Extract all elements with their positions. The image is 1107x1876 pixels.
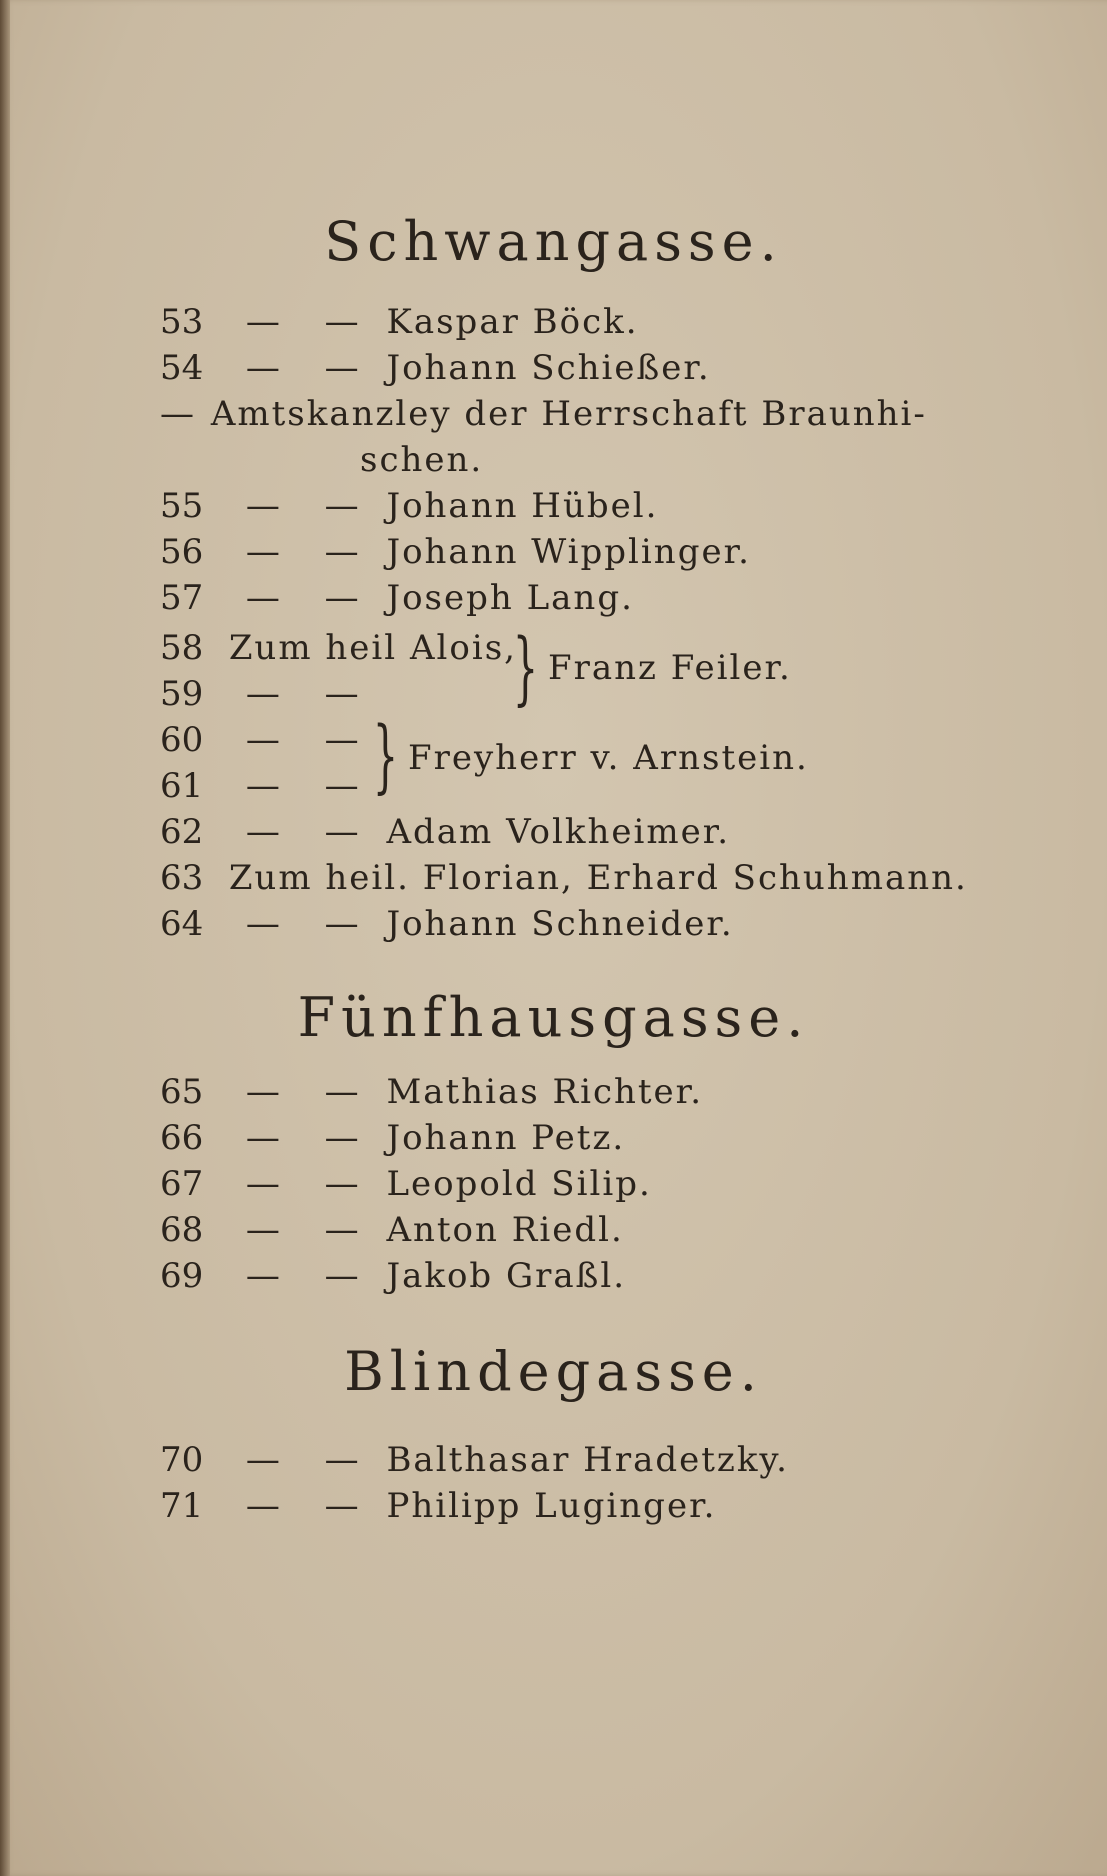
section-heading-blindegasse: Blindegasse. (344, 1340, 763, 1403)
ditto-dash: — (245, 1440, 280, 1480)
owner-name: Joseph Lang. (386, 578, 634, 618)
ditto-dash: — (324, 674, 359, 714)
ditto-dash: — (245, 578, 280, 618)
entry-row (160, 486, 658, 532)
entry-row (160, 394, 927, 440)
section-heading-schwangasse: Schwangasse. (324, 210, 783, 273)
house-number: 64 (160, 904, 204, 944)
house-sign-and-owner: Zum heil. Florian, Erhard Schuhmann. (228, 858, 968, 898)
ditto-dash: — (245, 1164, 280, 1204)
owner-name: Johann Schneider. (386, 904, 734, 944)
ditto-dash: — (245, 674, 280, 714)
owner-name: Jakob Graßl. (386, 1256, 627, 1296)
entry-row (160, 858, 968, 904)
house-number: 56 (160, 532, 204, 572)
entry-row (160, 1210, 624, 1256)
ditto-dash: — (245, 1072, 280, 1112)
ditto-dash: — (324, 1164, 359, 1204)
ditto-dash: — (245, 812, 280, 852)
ditto-dash: — (324, 1486, 359, 1526)
house-sign: Zum heil Alois, (228, 628, 517, 668)
house-number: 62 (160, 812, 204, 852)
ditto-dash: — (324, 1118, 359, 1158)
house-number: 57 (160, 578, 204, 618)
entry-row (160, 904, 734, 950)
ditto-dash: — (324, 1256, 359, 1296)
house-number: 60 (160, 720, 204, 760)
owner-name: Adam Volkheimer. (386, 812, 731, 852)
owner-name: Anton Riedl. (386, 1210, 624, 1250)
ditto-dash: — (245, 348, 280, 388)
house-number: 67 (160, 1164, 204, 1204)
owner-name: Johann Wipplinger. (386, 532, 751, 572)
house-number: 69 (160, 1256, 204, 1296)
ditto-dash: — (324, 578, 359, 618)
owner-name: Mathias Richter. (386, 1072, 704, 1112)
entry-row (160, 1118, 625, 1164)
ditto-dash: — (245, 904, 280, 944)
entry-row (160, 1486, 716, 1532)
house-number: 59 (160, 674, 204, 714)
owner-name: Johann Hübel. (386, 486, 659, 526)
entry-row (160, 766, 376, 812)
page-binding-edge (0, 0, 10, 1876)
ditto-dash: — (245, 1486, 280, 1526)
house-number: — (160, 394, 194, 434)
owner-name: schen. (360, 440, 484, 480)
owner-name: Kaspar Böck. (386, 302, 639, 342)
brace-icon: } (372, 709, 399, 802)
ditto-dash: — (324, 486, 359, 526)
owner-name: Philipp Luginger. (386, 1486, 717, 1526)
ditto-dash: — (324, 302, 359, 342)
house-number: 54 (160, 348, 204, 388)
ditto-dash: — (245, 720, 280, 760)
owner-name: Amtskanzley der Herrschaft Braunhi- (210, 394, 927, 434)
ditto-dash: — (245, 486, 280, 526)
house-number: 68 (160, 1210, 204, 1250)
house-number: 65 (160, 1072, 204, 1112)
house-number: 61 (160, 766, 204, 806)
ditto-dash: — (245, 766, 280, 806)
entry-row (160, 1072, 703, 1118)
entry-row (160, 628, 517, 674)
entry-row (160, 1164, 652, 1210)
entry-row-continuation (360, 440, 483, 486)
ditto-dash: — (245, 1210, 280, 1250)
entry-row (160, 532, 751, 578)
section-heading-fuenfhausgasse: Fünfhausgasse. (297, 986, 810, 1049)
entry-row (160, 302, 639, 348)
owner-name: Leopold Silip. (386, 1164, 652, 1204)
owner-name: Johann Petz. (386, 1118, 626, 1158)
entry-row (160, 812, 730, 858)
ditto-dash: — (324, 1210, 359, 1250)
house-number: 63 (160, 858, 204, 898)
house-number: 66 (160, 1118, 204, 1158)
ditto-dash: — (245, 302, 280, 342)
ditto-dash: — (324, 1440, 359, 1480)
ditto-dash: — (245, 1256, 280, 1296)
ditto-dash: — (245, 532, 280, 572)
entry-row (160, 1440, 789, 1486)
brace-icon: } (512, 621, 539, 714)
entry-row (160, 578, 634, 624)
entry-row (160, 348, 711, 394)
owner-name: Freyherr v. Arnstein. (408, 738, 809, 778)
ditto-dash: — (324, 812, 359, 852)
entry-row (160, 674, 376, 720)
ditto-dash: — (324, 1072, 359, 1112)
house-number: 58 (160, 628, 204, 668)
house-number: 53 (160, 302, 204, 342)
house-number: 71 (160, 1486, 204, 1526)
house-number: 70 (160, 1440, 204, 1480)
ditto-dash: — (324, 766, 359, 806)
house-number: 55 (160, 486, 204, 526)
owner-name: Balthasar Hradetzky. (386, 1440, 789, 1480)
owner-name: Franz Feiler. (548, 648, 792, 688)
entry-row (160, 720, 376, 766)
entry-row (160, 1256, 626, 1302)
owner-name: Johann Schießer. (386, 348, 711, 388)
ditto-dash: — (324, 348, 359, 388)
ditto-dash: — (324, 532, 359, 572)
ditto-dash: — (324, 904, 359, 944)
ditto-dash: — (245, 1118, 280, 1158)
ditto-dash: — (324, 720, 359, 760)
